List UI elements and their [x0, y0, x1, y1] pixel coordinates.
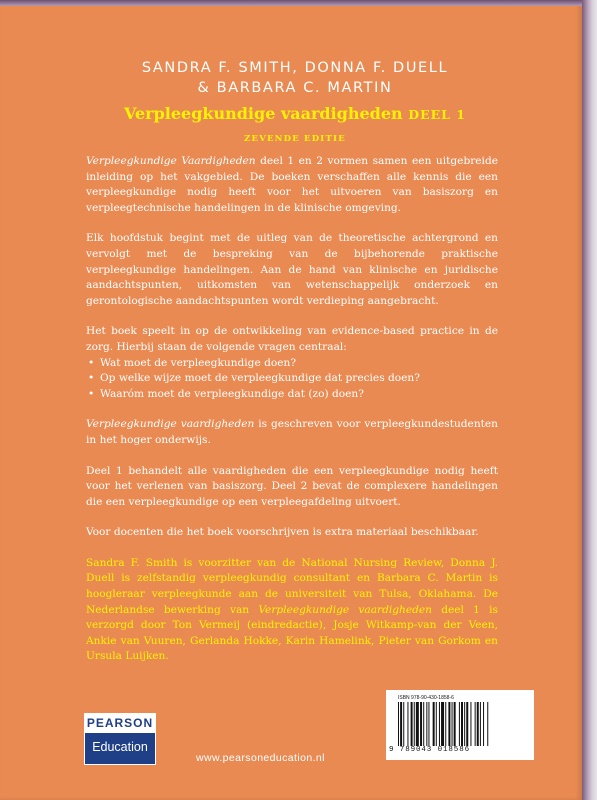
book-top-edge — [0, 0, 597, 6]
paragraph-evidence: Het boek speelt in op de ontwikkeling van evidence-based practice in de zorg. Hierbij staan de volgende vragen centraal: — [86, 325, 498, 353]
authors-line-1: SANDRA F. SMITH, DONNA F. DUELL — [141, 60, 449, 76]
list-item: • Waaróm moet de verpleegkundige dat (zo) doen? — [86, 387, 498, 403]
paragraph-audience — [86, 417, 498, 448]
barcode-icon — [398, 702, 524, 746]
isbn-label: ISBN 978-90-430-1858-6 — [398, 695, 454, 701]
book-title-main: Verpleegkundige vaardigheden — [124, 104, 403, 123]
authors-line-2: & BARBARA C. MARTIN — [197, 80, 393, 96]
book-title — [60, 104, 530, 123]
edition-label: ZEVENDE EDITIE — [244, 134, 346, 144]
author-bio-text-2: deel 1 is verzorgd door Ton Vermeij (eindredactie), Josje Witkamp-van der Veen, Ankie van Vuuren, Gerlanda Hokke, Karin Hamelink, Pieter van Gorkom en Ursula Luijken. — [86, 603, 498, 663]
blurb — [86, 154, 498, 680]
pearson-logo — [84, 713, 156, 765]
paragraph-intro — [86, 154, 498, 216]
barcode-number: 9 789043 018586 — [389, 746, 471, 754]
paragraph-audience-text: is geschreven voor verpleegkundestudenten in het hoger onderwijs. — [86, 418, 498, 446]
book-spine-edge — [582, 0, 597, 800]
paragraph-intro-italic: Verpleegkundige Vaardigheden — [86, 155, 256, 167]
barcode-label — [386, 690, 534, 760]
book-title-part: DEEL 1 — [408, 107, 466, 122]
paragraph-audience-italic: Verpleegkundige vaardigheden — [86, 418, 255, 431]
pearson-logo-bottom: Education — [92, 740, 148, 754]
paragraph-chapters: Elk hoofdstuk begint met de uitleg van de theoretische achtergrond en vervolgt met de bespreking van de bijbehorende praktische verpleegkundige handelingen. Aan de hand van klinische en juridische aandachtspunten, uitkomsten van wetenschappelijk onderzoek en gerontologische aandachtspunten wordt verdieping aangebracht. — [86, 232, 498, 307]
paragraph-intro-text: deel 1 en 2 vormen samen een uitgebreide inleiding op het vakgebied. De boeken verschaffen alle kennis die een verpleegkundige nodig heeft voor het uitvoeren van basiszorg en verpleegtechnische handelingen in de klinische omgeving. — [86, 155, 498, 214]
author-bio-italic: Verpleegkundige vaardigheden — [258, 603, 432, 616]
pearson-logo-top: PEARSON — [85, 714, 155, 733]
publisher-website: www.pearsoneducation.nl — [196, 752, 325, 764]
list-item: • Op welke wijze moet de verpleegkundige dat precies doen? — [86, 371, 498, 387]
paragraph-teachers: Voor docenten die het boek voorschrijven is extra materiaal beschikbaar. — [86, 526, 479, 539]
author-bio — [86, 556, 498, 665]
question-list — [86, 356, 498, 403]
author-bio-text-1: Sandra F. Smith is voorzitter van de National Nursing Review, Donna J. Duell is zelfstandig verpleegkundig consultant en Barbara C. Martin is hoogleraar verpleegkunde aan de universiteit van Tulsa, Oklahama. De Nederlandse bewerking van — [86, 556, 498, 616]
authors — [60, 58, 530, 98]
list-item: • Wat moet de verpleegkundige doen? — [86, 356, 498, 372]
paragraph-parts: Deel 1 behandelt alle vaardigheden die een verpleegkundige nodig heeft voor het verlenen van basiszorg. Deel 2 bevat de complexere handelingen die een verpleegkundige op een verpleegafdeling uitvoert. — [86, 464, 498, 508]
